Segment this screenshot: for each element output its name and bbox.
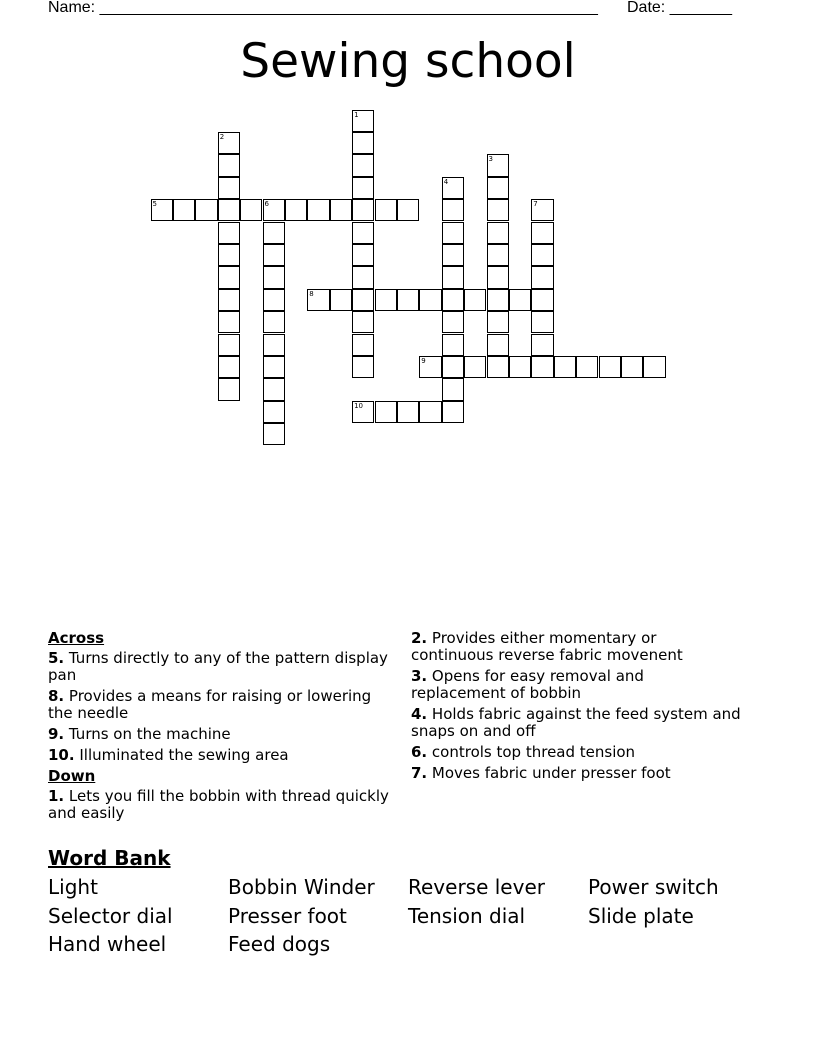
clue-number: 7 [533,200,538,209]
grid-cell[interactable] [240,199,262,221]
grid-cell[interactable] [375,199,397,221]
grid-cell[interactable] [464,289,486,311]
date-field-label: Date: _______ [627,0,732,16]
clue-down-7: 7. Moves fabric under presser foot [411,764,671,782]
grid-cell[interactable] [643,356,665,378]
grid-cell[interactable] [531,222,553,244]
grid-cell[interactable] [218,222,240,244]
grid-cell[interactable] [487,311,509,333]
grid-cell[interactable] [397,401,419,423]
grid-cell[interactable] [218,289,240,311]
grid-cell[interactable] [487,244,509,266]
word-bank-item: Light [48,875,98,899]
grid-cell[interactable] [218,177,240,199]
grid-cell[interactable] [531,244,553,266]
clues-left-column [48,630,393,826]
grid-cell[interactable] [554,356,576,378]
clue-number: 4 [443,177,449,186]
word-bank-item: Slide plate [588,904,694,928]
grid-cell[interactable] [352,199,374,221]
grid-cell[interactable] [576,356,598,378]
grid-cell[interactable] [352,289,374,311]
grid-cell[interactable] [263,222,285,244]
word-bank-item: Hand wheel [48,932,167,956]
clue-number: 8 [309,289,314,298]
clue-number: 3 [488,155,493,164]
grid-cell[interactable] [263,334,285,356]
page-title: Sewing school [240,34,576,89]
grid-cell[interactable] [442,266,464,288]
grid-cell[interactable] [352,311,374,333]
name-field-label: Name: ________________________________________________________ [48,0,598,16]
grid-cell[interactable] [442,222,464,244]
grid-cell[interactable] [531,289,553,311]
grid-cell[interactable] [442,199,464,221]
word-bank-item: Feed dogs [228,932,331,956]
grid-cell[interactable] [442,311,464,333]
clue-down-1: 1. Lets you fill the bobbin with thread quickly and easily [48,787,389,822]
clue-number: 2 [219,132,225,141]
grid-cell[interactable] [621,356,643,378]
grid-cell[interactable] [263,378,285,400]
grid-cell[interactable] [263,356,285,378]
grid-cell[interactable] [599,356,621,378]
word-bank-heading: Word Bank [48,846,171,870]
grid-cell[interactable] [285,199,307,221]
grid-cell[interactable] [352,356,374,378]
grid-cell[interactable] [352,266,374,288]
clue-number: 10 [354,401,364,410]
grid-cell[interactable] [352,177,374,199]
clue-down-4: 4. Holds fabric against the feed system and snaps on and off [411,705,741,740]
grid-cell[interactable] [218,199,240,221]
grid-cell[interactable] [531,356,553,378]
grid-cell[interactable] [442,244,464,266]
grid-cell[interactable] [442,401,464,423]
grid-cell[interactable] [352,110,374,132]
grid-cell[interactable] [330,199,352,221]
grid-cell[interactable] [173,199,195,221]
grid-cell[interactable] [307,199,329,221]
clue-across-8: 8. Provides a means for raising or lowering the needle [48,687,372,722]
clue-number: 9 [421,356,426,365]
grid-cell[interactable] [397,199,419,221]
grid-cell[interactable] [487,199,509,221]
grid-cell[interactable] [531,311,553,333]
grid-cell[interactable] [487,177,509,199]
grid-cell[interactable] [263,289,285,311]
grid-cell[interactable] [218,334,240,356]
grid-cell[interactable] [263,199,285,221]
clue-across-10: 10. Illuminated the sewing area [48,746,289,764]
grid-cell[interactable] [263,423,285,445]
grid-cell[interactable] [352,154,374,176]
grid-cell[interactable] [531,334,553,356]
grid-cell[interactable] [352,401,374,423]
word-bank-item: Selector dial [48,904,173,928]
grid-cell[interactable] [195,199,217,221]
grid-cell[interactable] [442,177,464,199]
grid-cell[interactable] [263,266,285,288]
grid-cell[interactable] [397,289,419,311]
clue-down-6: 6. controls top thread tension [411,743,636,761]
word-bank-item: Tension dial [408,904,526,928]
grid-cell[interactable] [218,311,240,333]
grid-cell[interactable] [487,334,509,356]
grid-cell[interactable] [263,401,285,423]
down-heading: Down [48,767,96,785]
grid-cell[interactable] [352,244,374,266]
clue-number: 6 [264,200,269,209]
across-heading: Across [48,629,105,647]
word-bank-item: Power switch [588,875,719,899]
grid-cell[interactable] [509,289,531,311]
clue-across-5: 5. Turns directly to any of the pattern display pan [48,649,388,684]
grid-cell[interactable] [464,356,486,378]
word-bank-item: Presser foot [228,904,347,928]
grid-cell[interactable] [218,266,240,288]
grid-cell[interactable] [263,311,285,333]
grid-cell[interactable] [531,199,553,221]
grid-cell[interactable] [419,289,441,311]
clue-number: 1 [354,110,359,119]
clue-down-2: 2. Provides either momentary or continuous reverse fabric movenent [411,629,683,664]
grid-cell[interactable] [151,199,173,221]
grid-cell[interactable] [375,401,397,423]
clues-right-column [411,630,741,786]
grid-cell[interactable] [487,222,509,244]
grid-cell[interactable] [487,266,509,288]
grid-cell[interactable] [218,244,240,266]
grid-cell[interactable] [487,356,509,378]
grid-cell[interactable] [307,289,329,311]
grid-cell[interactable] [419,401,441,423]
crossword-grid [0,0,816,460]
word-bank-item: Reverse lever [408,875,545,899]
clue-across-9: 9. Turns on the machine [48,725,231,743]
grid-cell[interactable] [442,289,464,311]
grid-cell[interactable] [442,334,464,356]
grid-cell[interactable] [263,244,285,266]
grid-cell[interactable] [218,132,240,154]
grid-cell[interactable] [352,222,374,244]
clue-number: 5 [152,200,157,209]
grid-cell[interactable] [330,289,352,311]
grid-cell[interactable] [487,154,509,176]
grid-cell[interactable] [352,132,374,154]
grid-cell[interactable] [375,289,397,311]
grid-cell[interactable] [442,378,464,400]
grid-cell[interactable] [352,334,374,356]
grid-cell[interactable] [218,378,240,400]
grid-cell[interactable] [218,356,240,378]
grid-cell[interactable] [531,266,553,288]
grid-cell[interactable] [509,356,531,378]
clue-down-3: 3. Opens for easy removal and replacement of bobbin [411,667,644,702]
grid-cell[interactable] [487,289,509,311]
word-bank-item: Bobbin Winder [228,875,375,899]
grid-cell[interactable] [218,154,240,176]
grid-cell[interactable] [419,356,441,378]
grid-cell[interactable] [442,356,464,378]
